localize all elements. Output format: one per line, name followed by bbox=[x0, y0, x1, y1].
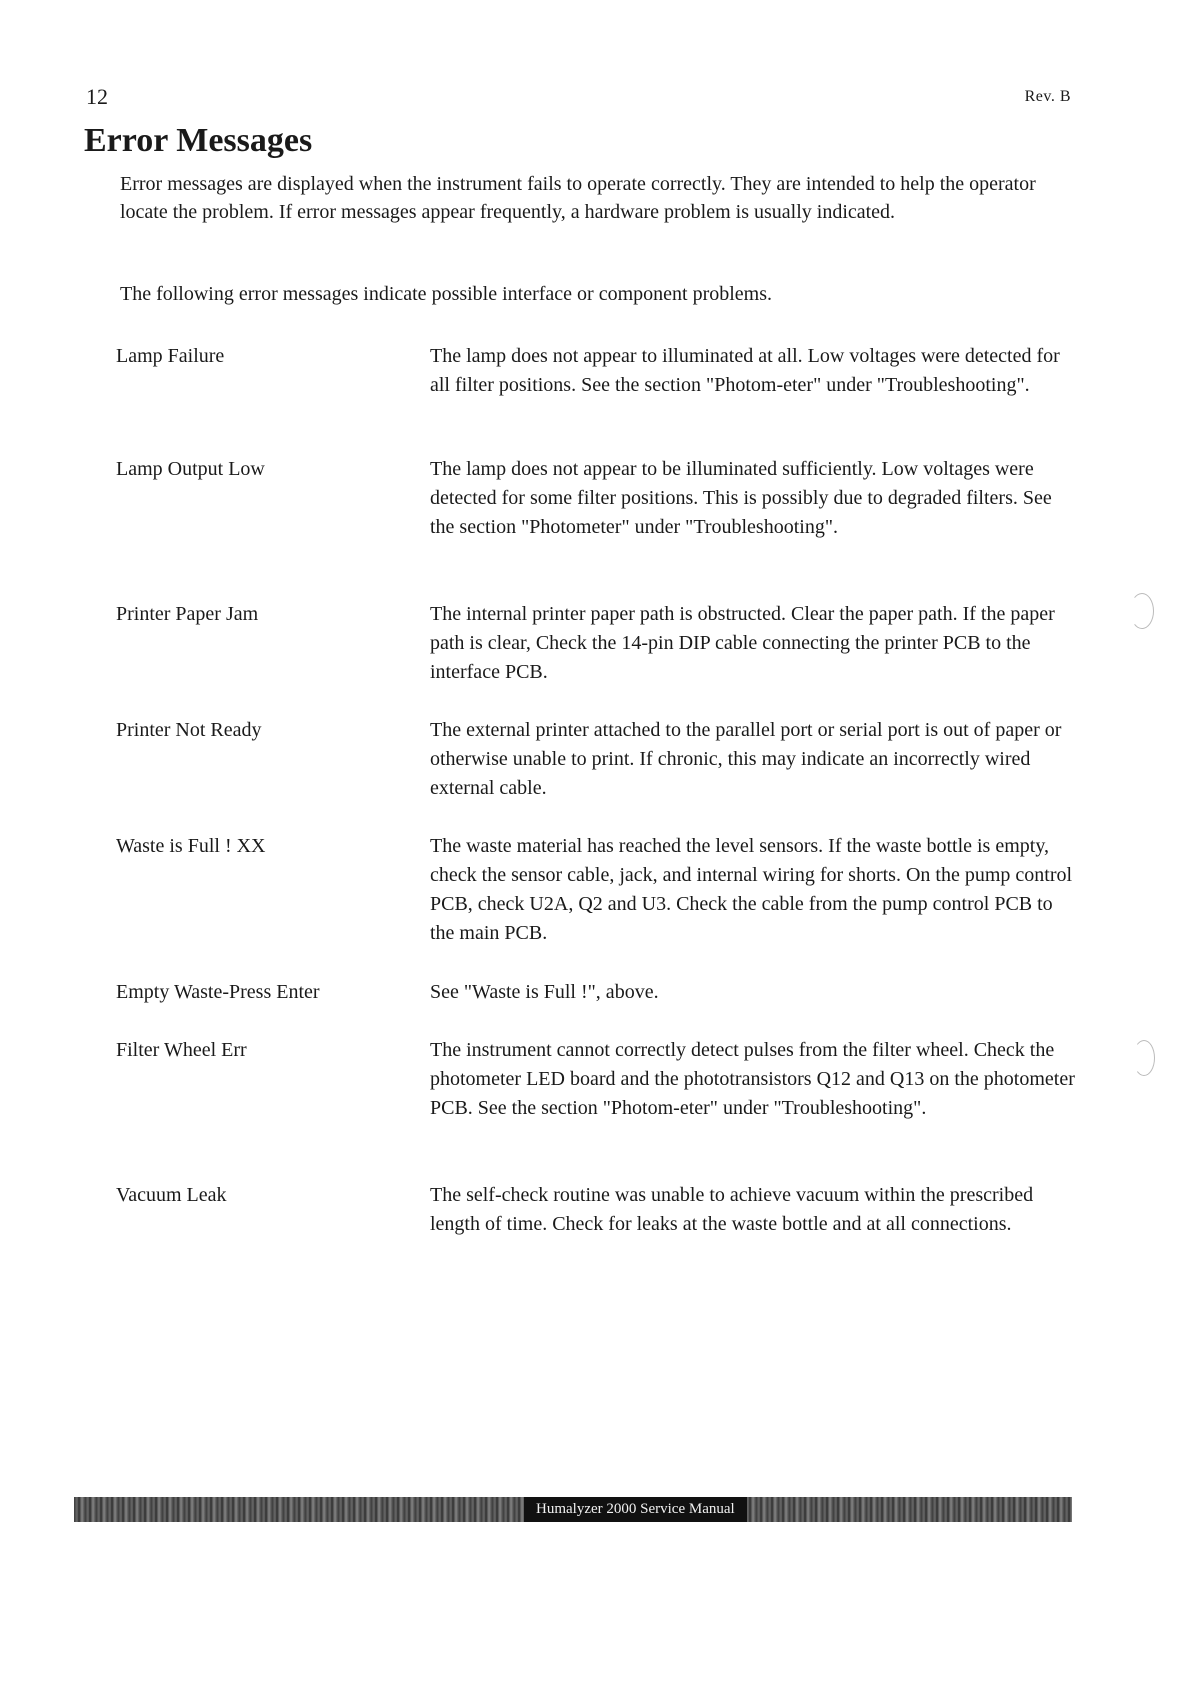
footer-bar bbox=[74, 1497, 1072, 1522]
error-term: Waste is Full ! XX bbox=[116, 835, 266, 857]
error-description: The lamp does not appear to be illuminated sufficiently. Low voltages were detected for some filter positions. This is possibly due to degraded filters. See the section "Photometer" under "Troubleshooting". bbox=[430, 458, 1052, 538]
page-title: Error Messages bbox=[84, 122, 313, 159]
page-number: 12 bbox=[86, 84, 108, 109]
error-description: The lamp does not appear to illuminated at all. Low voltages were detected for all filter positions. See the section "Photom-eter" under "Troubleshooting". bbox=[430, 345, 1060, 396]
error-term: Lamp Failure bbox=[116, 345, 225, 367]
error-description: The instrument cannot correctly detect pulses from the filter wheel. Check the photometer LED board and the phototransistors Q12 and Q13 on the photometer PCB. See the section "Photom-eter" under "Troubleshooting". bbox=[430, 1039, 1075, 1119]
scan-smudge bbox=[1133, 1040, 1155, 1076]
error-term: Filter Wheel Err bbox=[116, 1039, 247, 1061]
error-description: The external printer attached to the parallel port or serial port is out of paper or otherwise unable to print. If chronic, this may indicate an incorrectly wired external cable. bbox=[430, 719, 1062, 799]
intro-paragraph: Error messages are displayed when the instrument fails to operate correctly. They are intended to help the operator locate the problem. If error messages appear frequently, a hardware problem is usually indicated. bbox=[120, 173, 1036, 223]
revision-label: Rev. B bbox=[1024, 88, 1071, 105]
error-description: The waste material has reached the level sensors. If the waste bottle is empty, check the sensor cable, jack, and internal wiring for shorts. On the pump control PCB, check U2A, Q2 and U3. Check the cable from the pump control PCB to the main PCB. bbox=[430, 835, 1073, 944]
scan-smudge bbox=[1130, 593, 1154, 629]
error-term: Printer Paper Jam bbox=[116, 603, 259, 625]
error-term: Lamp Output Low bbox=[116, 458, 265, 480]
error-description: See "Waste is Full !", above. bbox=[430, 981, 659, 1003]
error-description: The self-check routine was unable to achieve vacuum within the prescribed length of time. Check for leaks at the waste bottle and at all connections. bbox=[430, 1184, 1034, 1235]
error-term: Empty Waste-Press Enter bbox=[116, 981, 320, 1003]
error-term: Vacuum Leak bbox=[116, 1184, 227, 1206]
lead-paragraph: The following error messages indicate possible interface or component problems. bbox=[120, 283, 773, 305]
error-term: Printer Not Ready bbox=[116, 719, 262, 741]
footer-label: Humalyzer 2000 Service Manual bbox=[524, 1497, 747, 1522]
error-description: The internal printer paper path is obstructed. Clear the paper path. If the paper path is clear, Check the 14-pin DIP cable connecting the printer PCB to the interface PCB. bbox=[430, 603, 1055, 683]
